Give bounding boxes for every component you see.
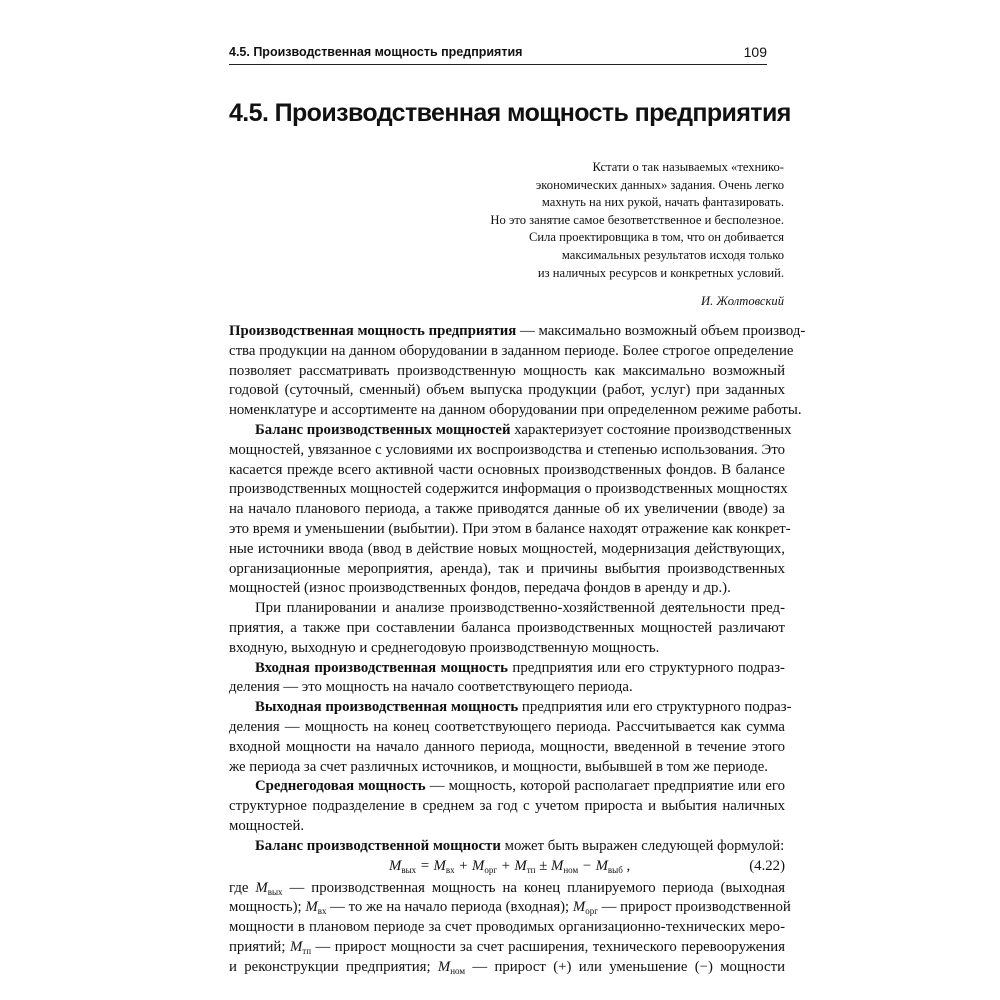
text-line: структурное подразделение в среднем за год с учетом прироста и выбытия наличных: [229, 798, 785, 815]
text-line: касается прежде всего активной части основных производственных фондов. В балансе: [229, 461, 785, 478]
text-line: номенклатуре и ассортименте на данном оборудовании при определенном режиме работы.: [229, 402, 802, 419]
text-line: деления — это мощность на начало соответствующего периода.: [229, 679, 633, 696]
text-line: мощности в плановом периоде за счет проводимых организационно-технических меро-: [229, 919, 785, 936]
text-line: Баланс производственных мощностей характеризует состояние производственных: [255, 421, 792, 438]
defined-term: Выходная производственная мощность: [255, 699, 519, 716]
text-line: Производственная мощность предприятия — максимально возможный объем производ-: [229, 323, 806, 339]
text-line: мощность); $M_{вх}$ — то же на начало периода (входная); $M_{орг}$ — прирост производственной: [229, 899, 791, 917]
text-line: где $M_{вых}$ — производственная мощность на конец планируемого периода (выходная: [229, 879, 785, 897]
text-line: это время и уменьшении (выбытии). При этом в балансе находят отражение как конкрет-: [229, 520, 791, 537]
text-line: ные источники ввода (ввод в действие новых мощностей, модернизация действующих,: [229, 540, 785, 557]
running-title: 4.5. Производственная мощность предприятия: [229, 45, 523, 59]
text-line: на начало планового периода, а также приводятся данные об их увеличении (вводе) за: [229, 501, 785, 518]
text-line: деления — мощность на конец соответствующего периода. Рассчитывается как сумма: [229, 718, 785, 735]
epigraph-line: максимальных результатов исходя только: [561, 247, 784, 262]
text-line: приятий; $M_{тп}$ — прирост мощности за счет расширения, технического перевооружения: [229, 938, 786, 956]
page-number: 109: [743, 44, 767, 60]
epigraph-line: из наличных ресурсов и конкретных условий.: [537, 265, 784, 280]
text-line: мощностей, увязанное с условиями их воспроизводства и степенью использования. Это: [229, 441, 785, 458]
running-header: [229, 44, 767, 65]
formula: [229, 857, 785, 879]
text-line: годовой (суточный, сменный) объем выпуска продукции (работ, услуг) при заданных: [229, 382, 785, 399]
text-line: При планировании и анализе производственно-хозяйственной деятельности пред-: [255, 600, 785, 617]
epigraph: [424, 159, 784, 311]
text-line: организационные мероприятия, аренда), так и причины выбытия производственных: [229, 560, 785, 577]
epigraph-line: Сила проектировщика в том, что он добивается: [529, 230, 784, 245]
text-line: мощностей (износ производственных фондов, передача фондов в аренду и др.).: [229, 580, 731, 597]
defined-term: Баланс производственных мощностей: [255, 421, 511, 438]
text-line: Входная производственная мощность предприятия или его структурного подраз-: [255, 659, 785, 676]
epigraph-line: экономических данных» задания. Очень легко: [535, 177, 784, 192]
text-line: приятия, а также при составлении баланса производственных мощностей различают: [229, 619, 785, 636]
epigraph-line: Но это занятие самое безответственное и бесполезное.: [490, 212, 784, 227]
text-line: и реконструкции предприятия; $M_{ном}$ — прирост (+) или уменьшение (−) мощности: [229, 958, 785, 976]
section-title: 4.5. Производственная мощность предприятия: [229, 99, 791, 127]
text-line: входную, выходную и среднегодовую производственную мощность.: [229, 639, 660, 656]
text-line: Среднегодовая мощность — мощность, которой располагает предприятие или его: [255, 778, 785, 795]
text-line: входной мощности на начало данного периода, мощности, введенной в течение этого: [229, 738, 785, 755]
epigraph-line: Кстати о так называемых «технико-: [592, 160, 784, 174]
text-line: же периода за счет различных источников, и мощности, выбывшей в том же периоде.: [229, 758, 768, 775]
defined-term: Баланс производственной мощности: [255, 837, 501, 854]
body-text: [229, 322, 806, 978]
text-line: Выходная производственная мощность предприятия или его структурного подраз-: [255, 699, 792, 716]
defined-term: Производственная мощность предприятия: [229, 323, 517, 339]
epigraph-line: махнуть на них рукой, начать фантазировать.: [541, 195, 784, 210]
defined-term: Среднегодовая мощность: [255, 778, 426, 795]
text-line: мощностей.: [229, 817, 305, 834]
text-line: производственных мощностей содержится информация о производственных мощностях: [229, 481, 788, 498]
formula-expression: $M_{вых} = M_{вх} + M_{орг} + M_{тп} \pm M_{ном} - M_{выб}$ ,: [389, 857, 631, 875]
text-line: позволяет рассматривать производственную мощность как максимально возможный: [229, 362, 785, 379]
text-line: Баланс производственной мощности может быть выражен следующей формулой:: [255, 837, 785, 854]
defined-term: Входная производственная мощность: [255, 659, 508, 676]
formula-number: (4.22): [749, 857, 785, 874]
text-line: ства продукции на данном оборудовании в заданном периоде. Более строгое определение: [229, 342, 794, 359]
epigraph-author: И. Жолтовский: [700, 294, 784, 309]
